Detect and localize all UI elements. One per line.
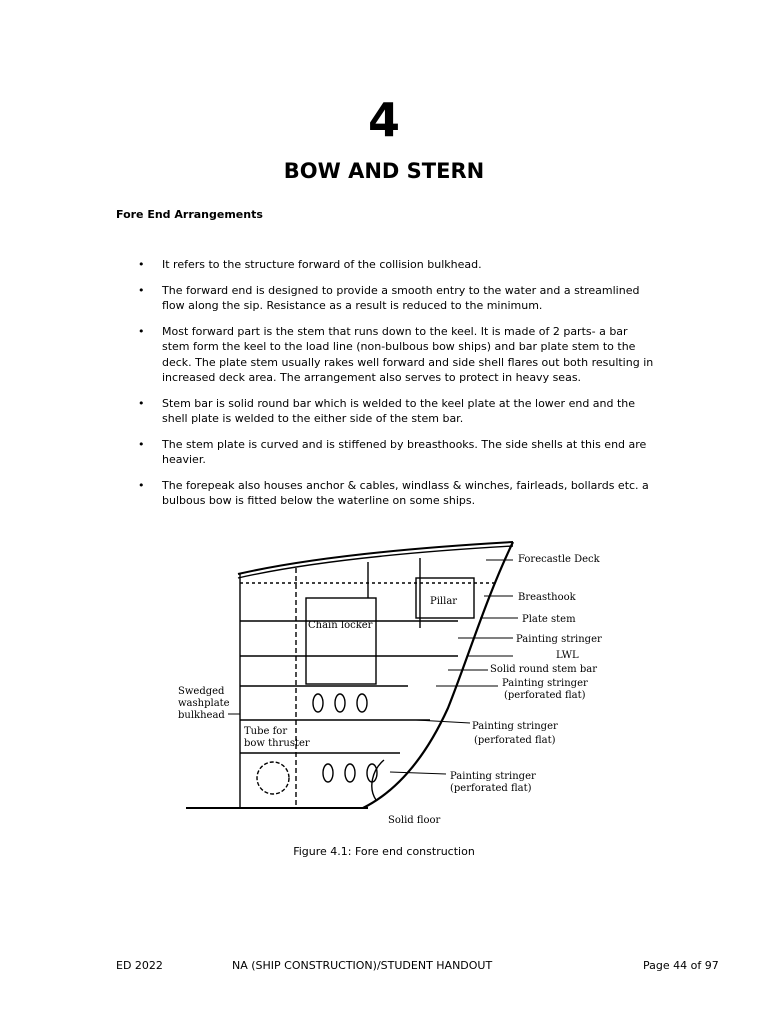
list-item: • The forepeak also houses anchor & cables, windlass & winches, fairleads, bollards etc. a bulbous bow is fitted below the waterline on some ships. <box>138 478 649 507</box>
chapter-number: 4 <box>367 93 400 147</box>
label-painting-stringer-2: Painting stringer <box>502 678 588 689</box>
label-painting-stringer-4: Painting stringer <box>450 771 536 782</box>
label-plate-stem: Plate stem <box>522 614 576 625</box>
footer-course-title: NA (SHIP CONSTRUCTION)/STUDENT HANDOUT <box>232 959 493 972</box>
bullet-text: The forepeak also houses anchor & cables, windlass & winches, fairleads, bollards etc. a bulbous bow is fitted below the waterline on some ships. <box>162 478 649 507</box>
bullet-text: The stem plate is curved and is stiffened by breasthooks. The side shells at this end are heavier. <box>162 437 647 466</box>
label-painting-stringer-3: Painting stringer <box>472 721 558 732</box>
label-swedged-1: Swedged <box>178 686 225 697</box>
figure-caption: Figure 4.1: Fore end construction <box>293 845 475 858</box>
bulb-profile <box>372 760 384 800</box>
footer-edition: ED 2022 <box>116 959 163 972</box>
footer-page-number: Page 44 of 97 <box>643 959 719 972</box>
label-perforated-flat-3: (perforated flat) <box>474 735 556 746</box>
bullet-list <box>138 257 658 519</box>
list-item: • The forward end is designed to provide a smooth entry to the water and a streamlined flow along the sip. Resistance as a result is reduced to the minimum. <box>138 283 640 312</box>
label-perforated-flat-2: (perforated flat) <box>504 690 586 701</box>
lightening-hole <box>335 694 345 712</box>
label-painting-stringer-1: Painting stringer <box>516 634 602 645</box>
lightening-hole <box>323 764 333 782</box>
bow-thruster-tube <box>257 762 289 794</box>
label-tube-1: Tube for <box>244 726 288 737</box>
chain-locker-box <box>306 598 376 684</box>
label-pillar: Pillar <box>430 596 458 607</box>
label-perforated-flat-4: (perforated flat) <box>450 783 532 794</box>
chapter-title: BOW AND STERN <box>283 159 485 183</box>
list-item: • Most forward part is the stem that runs down to the keel. It is made of 2 parts- a bar stem form the keel to the load line (non-bulbous bow ships) and bar plate stem to the deck. The plate stem usually rakes well forward and side shell flares out both resulting in increased deck area. The arrangement also serves to protect in heavy seas. <box>138 324 654 384</box>
fore-end-construction-figure <box>168 538 608 838</box>
bullet-text: The forward end is designed to provide a smooth entry to the water and a streamlined flow along the sip. Resistance as a result is reduced to the minimum. <box>162 283 640 312</box>
bullet-text: Most forward part is the stem that runs down to the keel. It is made of 2 parts- a bar stem form the keel to the load line (non-bulbous bow ships) and bar plate stem to the deck. The plate stem usually rakes well forward and side shell flares out both resulting in increased deck area. The arrangement also serves to protect in heavy seas. <box>162 324 654 384</box>
list-item: • It refers to the structure forward of the collision bulkhead. <box>138 258 482 271</box>
label-forecastle-deck: Forecastle Deck <box>518 554 600 565</box>
list-item: • Stem bar is solid round bar which is welded to the keel plate at the lower end and the shell plate is welded to the either side of the stem bar. <box>138 396 636 425</box>
fore-end-diagram <box>168 538 608 838</box>
forecastle-deck-underside <box>238 546 513 578</box>
label-solid-floor: Solid floor <box>388 815 441 826</box>
label-swedged-3: bulkhead <box>178 710 225 721</box>
lightening-hole <box>313 694 323 712</box>
label-swedged-2: washplate <box>178 698 230 709</box>
label-solid-round-stem-bar: Solid round stem bar <box>490 664 597 675</box>
leader-stringer-4 <box>390 772 446 774</box>
lightening-hole <box>357 694 367 712</box>
bullet-text: It refers to the structure forward of the collision bulkhead. <box>162 258 482 271</box>
lightening-hole <box>345 764 355 782</box>
stem-profile <box>363 542 513 808</box>
label-breasthook: Breasthook <box>518 592 576 603</box>
list-item: • The stem plate is curved and is stiffened by breasthooks. The side shells at this end are heavier. <box>138 437 647 466</box>
bullet-text: Stem bar is solid round bar which is welded to the keel plate at the lower end and the shell plate is welded to the either side of the stem bar. <box>162 396 636 425</box>
label-lwl: LWL <box>556 650 579 661</box>
section-heading: Fore End Arrangements <box>116 208 263 221</box>
label-chain-locker: Chain locker <box>308 620 373 631</box>
label-tube-2: bow thruster <box>244 738 310 749</box>
